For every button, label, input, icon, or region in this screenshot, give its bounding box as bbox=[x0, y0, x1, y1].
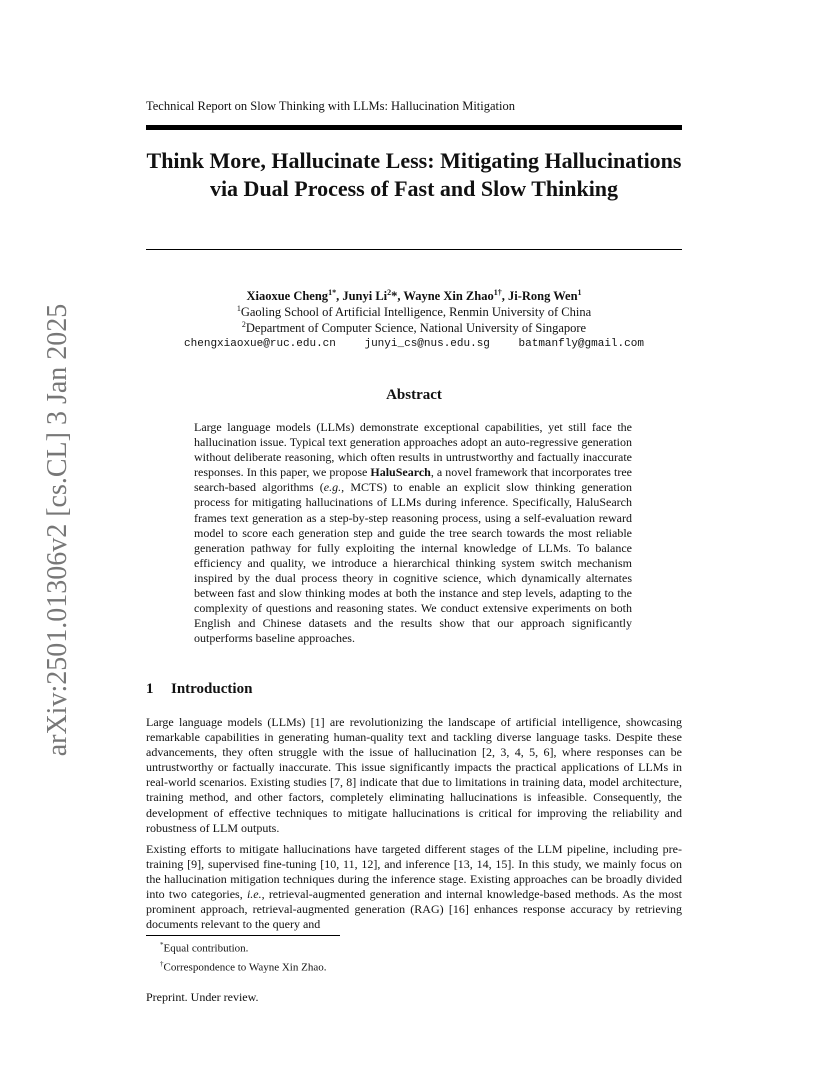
abstract-heading: Abstract bbox=[386, 387, 442, 403]
affiliation-1: $^1$Gaoling School of Artificial Intelligence, Renmin University of China bbox=[236, 303, 592, 319]
footnote-correspondence: †Correspondence to Wayne Xin Zhao. bbox=[160, 959, 327, 974]
affiliation-mark: 1 bbox=[577, 287, 582, 297]
intro-paragraph-2: Existing efforts to mitigate hallucinations have targeted different stages of the LLM pipeline, including pre-training [9], supervised fine-tuning [10, 11, 12], and inference [13, 14, 15]. In this study, we mainly focus on the hallucination mitigation techniques during the inference stage. Existing approaches can be broadly divided into two categories, i.e., retrieval-augmented generation and internal knowledge-based methods. As the most prominent approach, retrieval-augmented generation (RAG) [16] enhances response accuracy by retrieving documents relevant to the query and bbox=[146, 842, 683, 932]
author-name: Ji-Rong Wen bbox=[507, 289, 578, 303]
author-name: Xiaoxue Cheng bbox=[246, 289, 329, 303]
affiliation-mark: 2 bbox=[387, 287, 392, 297]
author-names: Xiaoxue Cheng$^{1*}$, Junyi Li$^2$*, Wayne Xin Zhao$^{1\dagger}$, Ji-Rong Wen$^1$ bbox=[246, 287, 582, 303]
correspondence-mark: † bbox=[497, 287, 502, 297]
method-name: HaluSearch bbox=[370, 465, 431, 480]
abstract-text: Large language models (LLMs) demonstrate exceptional capabilities, yet still face the hallucination issue. Typical text generation approaches adopt an auto-regressive generation without deliberate reasoning, which often results in untrustworthy and factually inaccurate responses. In this paper, we propose HaluSearch, a novel framework that incorporates tree search-based algorithms (e.g., MCTS) to enable an explicit slow thinking generation process for mitigating hallucinations of LLMs during inference. Specifically, HaluSearch frames text generation as a step-by-step reasoning process, using a self-evaluation reward model to score each generation step and guide the tree search towards the most reliable generation pathway for fully exploiting the internal knowledge of LLMs. To balance efficiency and quality, we introduce a hierarchical thinking system switch mechanism inspired by the dual process theory in cognitive science, which dynamically alternates between fast and slow thinking modes at both the instance and step levels, adapting to the complexity of questions and reasoning states. We conduct extensive experiments on both English and Chinese datasets and the results show that our approach significantly outperforms baseline approaches. bbox=[194, 420, 632, 646]
affiliation-mark: 1 bbox=[493, 287, 498, 297]
running-header: Technical Report on Slow Thinking with LLMs: Hallucination Mitigation bbox=[146, 99, 515, 113]
section-title: Introduction bbox=[171, 681, 253, 697]
preprint-notice: Preprint. Under review. bbox=[146, 990, 259, 1004]
intro-paragraph-1: Large language models (LLMs) [1] are revolutionizing the landscape of artificial intelligence, showcasing remarkable capabilities in generating human-quality text and tackling diverse language tasks. Despite these advancements, they often struggle with the issue of hallucination [2, 3, 4, 5, 6], where responses can be untrustworthy or factually inaccurate. This issue significantly impacts the practical applications of LLMs in real-world scenarios. Existing studies [7, 8] indicate that due to limitations in training data, model architecture, training method, and other factors, completely eliminating hallucinations is infeasible. Consequently, the development of effective techniques to mitigate hallucinations is critical for improving the reliability and robustness of LLM outputs. bbox=[146, 715, 682, 835]
author-name: Wayne Xin Zhao bbox=[403, 289, 494, 303]
footnotes bbox=[160, 938, 326, 975]
author-name: Junyi Li bbox=[342, 289, 388, 303]
arxiv-side-stamp bbox=[38, 300, 78, 760]
title-bottom-rule bbox=[146, 249, 682, 250]
footnote-rule bbox=[146, 935, 340, 936]
affiliation-2: $^2$Department of Computer Science, National University of Singapore bbox=[241, 319, 587, 335]
author-block bbox=[146, 288, 682, 352]
affiliation-mark: 1 bbox=[328, 287, 333, 297]
section-heading-introduction bbox=[146, 681, 252, 698]
section-number: 1 bbox=[146, 681, 154, 697]
title-top-rule bbox=[146, 125, 682, 130]
email-address: junyi_cs@nus.edu.sg bbox=[364, 338, 490, 350]
equal-contribution-mark: * bbox=[332, 287, 337, 297]
equal-contribution-mark: * bbox=[391, 289, 398, 303]
paper-title: Think More, Hallucinate Less: Mitigating Hallucinations via Dual Process of Fast and Slow Thinking bbox=[146, 148, 682, 201]
arxiv-identifier: arXiv:2501.01306v2 [cs.CL] 3 Jan 2025 bbox=[42, 303, 73, 757]
email-address: chengxiaoxue@ruc.edu.cn bbox=[184, 338, 336, 350]
email-address: batmanfly@gmail.com bbox=[518, 338, 644, 350]
author-emails bbox=[146, 336, 682, 352]
footnote-equal-contribution: *Equal contribution. bbox=[160, 941, 249, 955]
